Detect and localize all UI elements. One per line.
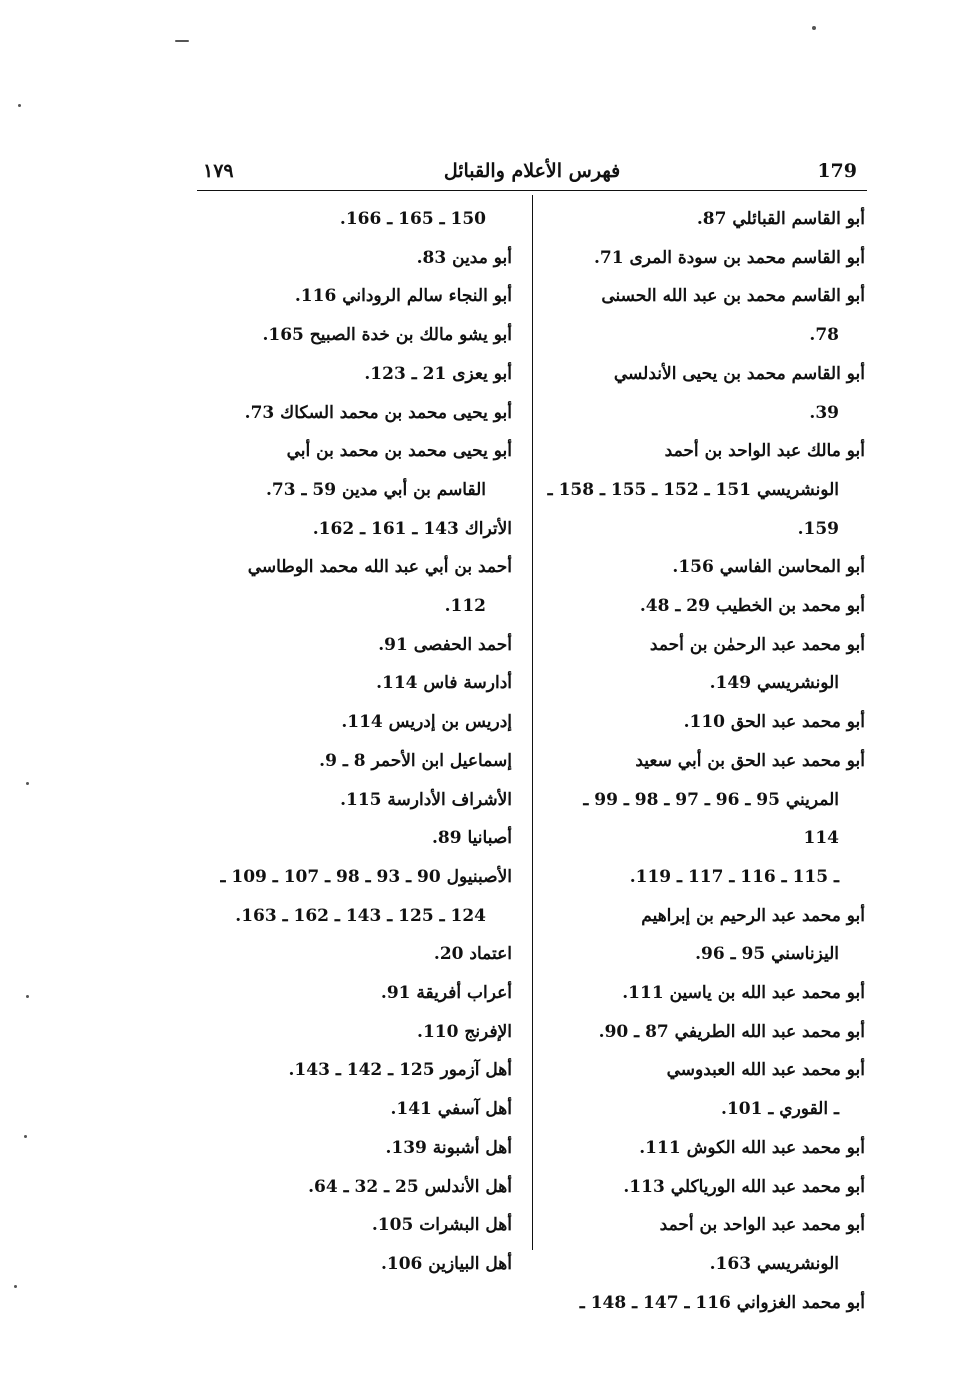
entry-line: إسماعيل ابن الأحمر 8 ـ 9. — [319, 750, 512, 771]
entry-line: أهل آزمور 125 ـ 142 ـ 143. — [288, 1060, 512, 1081]
index-entry — [197, 974, 512, 1013]
entry-line: أبو محمد عبد الرحمٰن بن أحمد — [649, 634, 865, 655]
entry-line: أحمد بن أبي عبد الله محمد الوطاسي — [247, 557, 512, 578]
page-number-latin: 179 — [817, 160, 857, 182]
index-entry — [197, 819, 512, 858]
entry-line: أبو يعزى 21 ـ 123. — [364, 363, 512, 384]
index-entry — [545, 548, 865, 587]
index-entry — [197, 1051, 512, 1090]
index-entry — [545, 703, 865, 742]
index-entry — [197, 432, 512, 509]
index-entry — [545, 587, 865, 626]
index-entry — [545, 1129, 865, 1168]
entry-continuation-line: ـ 115 ـ 116 ـ 117 ـ 119. — [629, 866, 839, 887]
index-entry — [197, 1090, 512, 1129]
scan-speck — [26, 782, 29, 785]
index-entry — [197, 1206, 512, 1245]
entry-continuation-line: 159. — [797, 518, 839, 539]
entry-line: أبو محمد عبد الله الطريفي 87 ـ 90. — [598, 1021, 865, 1042]
entry-line: الأصبنيول 90 ـ 93 ـ 98 ـ 107 ـ 109 ـ — [220, 866, 512, 887]
entry-line: إدريس بن إدريس 114. — [341, 712, 512, 733]
index-entry — [197, 355, 512, 394]
entry-continuation-line: 112. — [444, 596, 486, 617]
scan-speck — [175, 40, 189, 42]
entry-continuation-line: 39. — [809, 402, 839, 423]
entry-continuation-line: المريني 95 ـ 96 ـ 97 ـ 98 ـ 99 ـ 114 — [583, 789, 839, 849]
index-entry — [197, 1013, 512, 1052]
scan-speck — [18, 104, 21, 107]
entry-line: أبو يحيى محمد بن محمد بن أبي — [286, 441, 512, 462]
entry-line: أصبانيا 89. — [431, 828, 512, 849]
index-entry — [197, 394, 512, 433]
index-entry — [545, 742, 865, 897]
entry-line: أبو محمد بن الخطيب 29 ـ 48. — [639, 596, 865, 617]
scan-speck — [812, 26, 816, 30]
index-entry — [197, 1129, 512, 1168]
index-column-left — [197, 200, 512, 1284]
entry-line: الأتراك 143 ـ 161 ـ 162. — [312, 518, 512, 539]
entry-line: أهل أشبونة 139. — [385, 1137, 512, 1158]
index-entry — [197, 742, 512, 781]
scan-speck — [24, 1135, 27, 1138]
entry-line: أبو مدين 83. — [416, 247, 512, 268]
index-entry — [545, 1013, 865, 1052]
page-header — [197, 150, 867, 191]
index-entry — [197, 626, 512, 665]
entry-line: أعراب أفريقة 91. — [380, 983, 512, 1004]
entry-line: أبو القاسم محمد بن عبد الله الحسنى — [601, 286, 865, 307]
entry-line: أبو محمد عبد الله العبدوسي — [666, 1060, 865, 1081]
entry-continuation-line: 78. — [809, 325, 839, 346]
entry-line: أبو المحاسن الفاسي 156. — [672, 557, 865, 578]
index-entry — [545, 974, 865, 1013]
entry-line: أبو القاسم محمد بن يحيى الأندلسي — [613, 363, 865, 384]
index-entry — [545, 1051, 865, 1128]
entry-line: أبو محمد عبد الحق بن أبي سعيد — [635, 750, 865, 771]
entry-line: أبو يشو مالك بن خدة الصبيح 165. — [262, 325, 512, 346]
entry-line: الأشراف الأدارسة 115. — [340, 789, 512, 810]
entry-line: أهل البشرات 105. — [371, 1215, 512, 1236]
entry-line: أبو مالك عبد الواحد بن أحمد — [664, 441, 865, 462]
column-divider — [532, 195, 533, 1250]
entry-line: أهل الأندلس 25 ـ 32 ـ 64. — [308, 1176, 512, 1197]
entry-continuation-line: القاسم بن أبي مدين 59 ـ 73. — [265, 479, 486, 500]
entry-continuation-line: الونشريسي 151 ـ 152 ـ 155 ـ 158 ـ — [547, 479, 839, 500]
page-title: فهرس الأعلام والقبائل — [443, 160, 621, 182]
entry-continuation-line: الونشريسي 149. — [709, 673, 839, 694]
index-entry — [545, 239, 865, 278]
index-entry — [197, 1168, 512, 1207]
entry-line: أبو محمد الغزواني 116 ـ 147 ـ 148 ـ — [579, 1292, 865, 1313]
index-entry — [197, 858, 512, 935]
index-entry — [545, 897, 865, 974]
scan-speck — [26, 995, 29, 998]
entry-continuation-line: 124 ـ 125 ـ 143 ـ 162 ـ 163. — [235, 905, 486, 926]
entry-line: الإفرنج 110. — [417, 1021, 512, 1042]
entry-line: أبو محمد عبد الله الورياكلي 113. — [623, 1176, 865, 1197]
entry-line: اعتماد 20. — [433, 944, 512, 965]
entry-line: 150 ـ 165 ـ 166. — [339, 209, 486, 229]
index-entry — [197, 316, 512, 355]
entry-line: أحمد الحفصى 91. — [378, 634, 512, 655]
entry-line: أبو محمد عبد الحق 110. — [683, 712, 865, 733]
index-entry — [545, 277, 865, 354]
index-entry — [197, 239, 512, 278]
index-entry — [545, 1206, 865, 1283]
index-entry — [197, 277, 512, 316]
index-entry — [197, 781, 512, 820]
index-entry — [197, 548, 512, 625]
entry-line: أبو القاسم القبائلي 87. — [696, 209, 865, 229]
entry-line: أبو النجاء سالم الروداني 116. — [294, 286, 512, 307]
entry-line: أدارسة فاس 114. — [376, 673, 512, 694]
index-column-right — [545, 200, 865, 1322]
index-entry — [197, 510, 512, 549]
entry-line: أبو القاسم محمد بن سودة المرى 71. — [593, 247, 865, 268]
index-entry — [197, 1245, 512, 1284]
index-entry — [197, 664, 512, 703]
index-entry — [197, 703, 512, 742]
entry-continuation-line: ـ القوري ـ 101. — [721, 1099, 839, 1120]
scan-speck — [14, 1285, 17, 1288]
entry-continuation-line: الونشريسي 163. — [709, 1253, 839, 1274]
index-entry — [545, 355, 865, 432]
entry-line: أبو محمد عبد الله الكوش 111. — [639, 1137, 865, 1158]
entry-line: أهل آسفي 141. — [390, 1099, 512, 1120]
index-entry — [545, 200, 865, 239]
index-entry — [197, 200, 512, 239]
index-entry — [197, 935, 512, 974]
entry-continuation-line: اليزناسني 95 ـ 96. — [695, 944, 839, 965]
entry-line: أبو محمد عبد الرحيم بن إبراهيم — [641, 905, 865, 926]
entry-line: أبو محمد عبد الله بن ياسين 111. — [622, 983, 865, 1004]
index-entry — [545, 1284, 865, 1323]
page-number-arabic: ١٧٩ — [203, 160, 234, 182]
index-entry — [545, 1168, 865, 1207]
entry-line: أبو يحيى محمد بن محمد السكاك 73. — [244, 402, 512, 423]
index-entry — [545, 432, 865, 548]
entry-line: أهل البيازين 106. — [380, 1253, 512, 1274]
index-entry — [545, 626, 865, 703]
entry-line: أبو محمد عبد الواحد بن أحمد — [659, 1215, 865, 1236]
